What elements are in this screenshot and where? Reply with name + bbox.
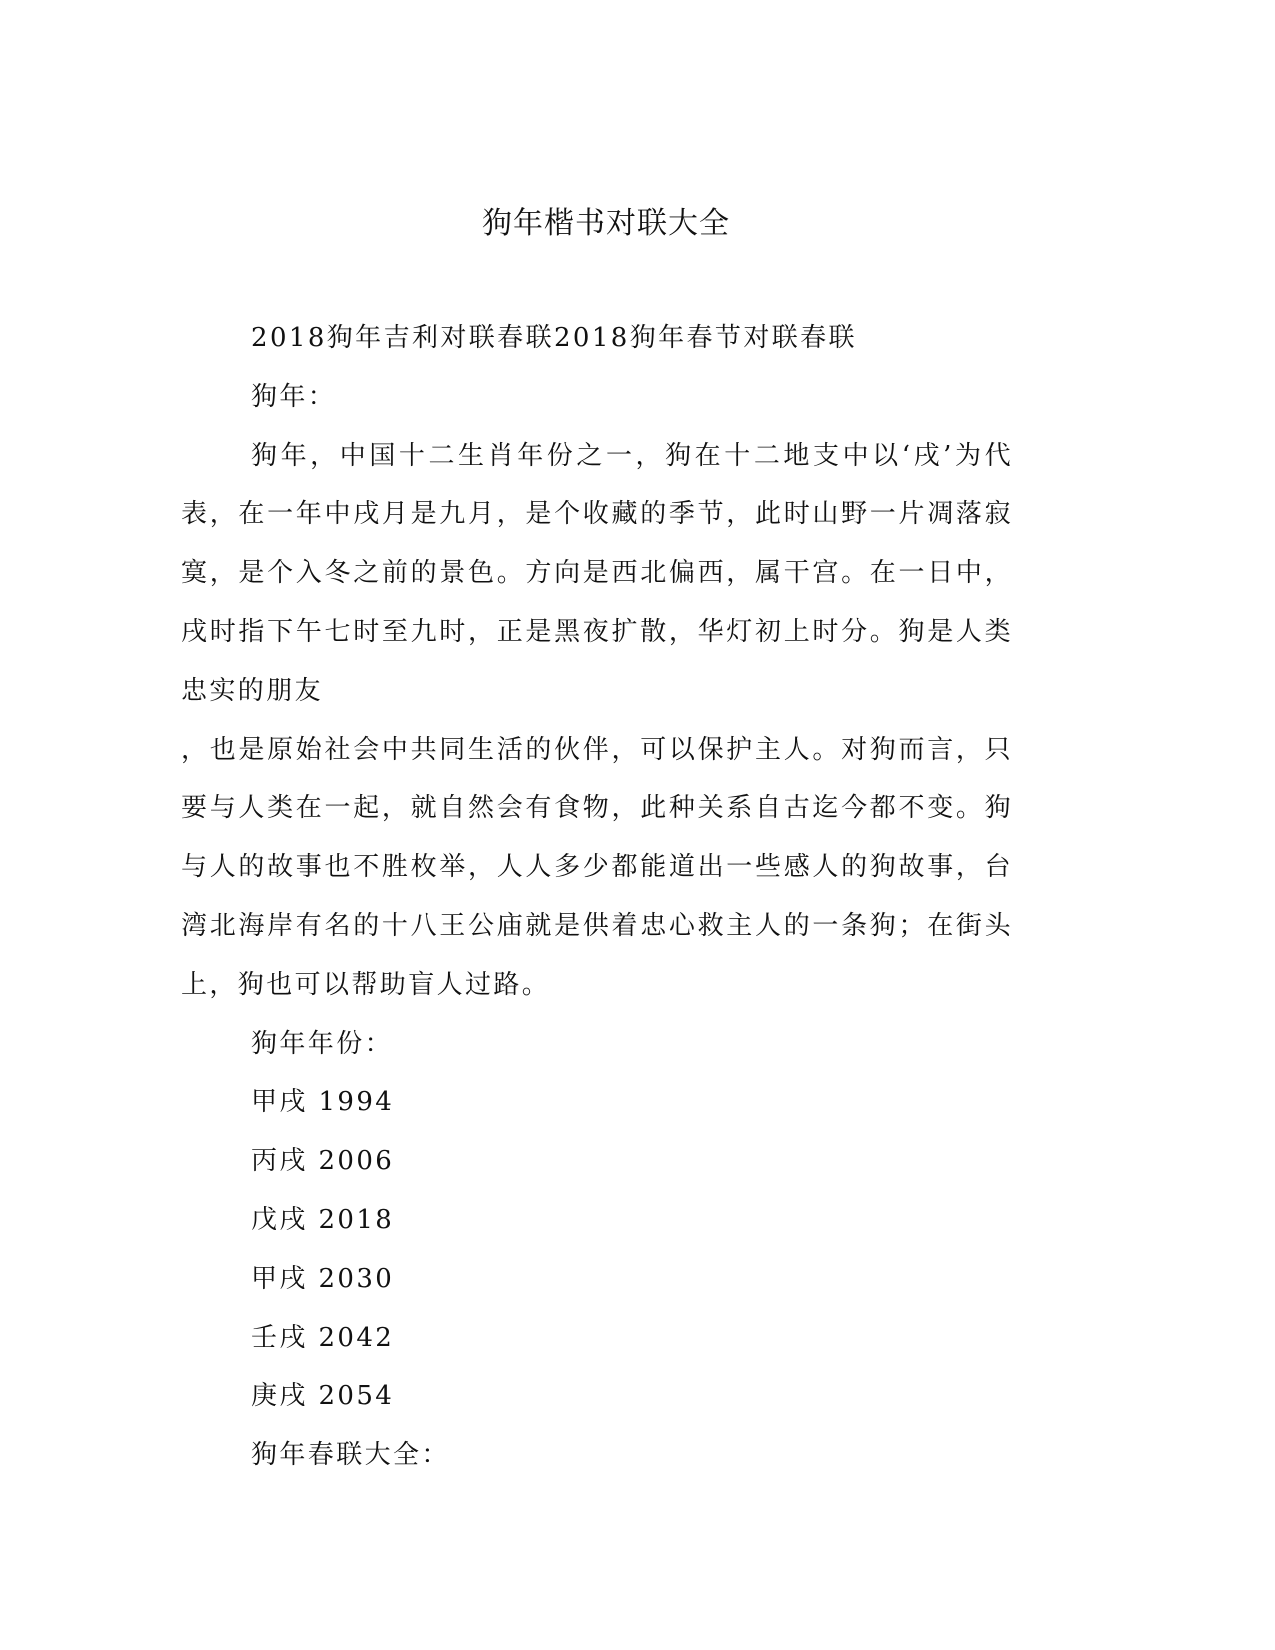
year-item: 庚戌 2054 — [251, 1381, 395, 1412]
intro-paragraph: 狗年，中国十二生肖年份之一，狗在十二地支中以‘戌’为代表，在一年中戌月是九月，是个收藏的季节，此时山野一片凋落寂寞，是个入冬之前的景色。方向是西北偏西，属干宫。在一日中，戌时指下午七时至九时，正是黑夜扩散，华灯初上时分。狗是人类忠实的朋友 — [181, 440, 1013, 706]
intro-paragraph-continued: ，也是原始社会中共同生活的伙伴，可以保护主人。对狗而言，只要与人类在一起，就自然会有食物，此种关系自古迄今都不变。狗与人的故事也不胜枚举，人人多少都能道出一些感人的狗故事，台湾北海岸有名的十八王公庙就是供着忠心救主人的一条狗；在街头上，狗也可以帮助盲人过路。 — [181, 734, 1013, 1000]
document-body — [181, 309, 1013, 1485]
year-item: 丙戌 2006 — [251, 1146, 395, 1177]
document-title: 狗年楷书对联大全 — [482, 206, 730, 241]
year-item: 戊戌 2018 — [251, 1204, 395, 1235]
section-couplets: 狗年春联大全： — [251, 1440, 450, 1471]
section-years: 狗年年份： — [251, 1028, 394, 1059]
year-item: 甲戌 1994 — [251, 1087, 395, 1118]
year-item: 甲戌 2030 — [251, 1263, 395, 1294]
heading-line: 2018狗年吉利对联春联2018狗年春节对联春联 — [251, 323, 857, 353]
section-dog-year: 狗年： — [251, 381, 337, 412]
year-item: 壬戌 2042 — [251, 1322, 395, 1353]
